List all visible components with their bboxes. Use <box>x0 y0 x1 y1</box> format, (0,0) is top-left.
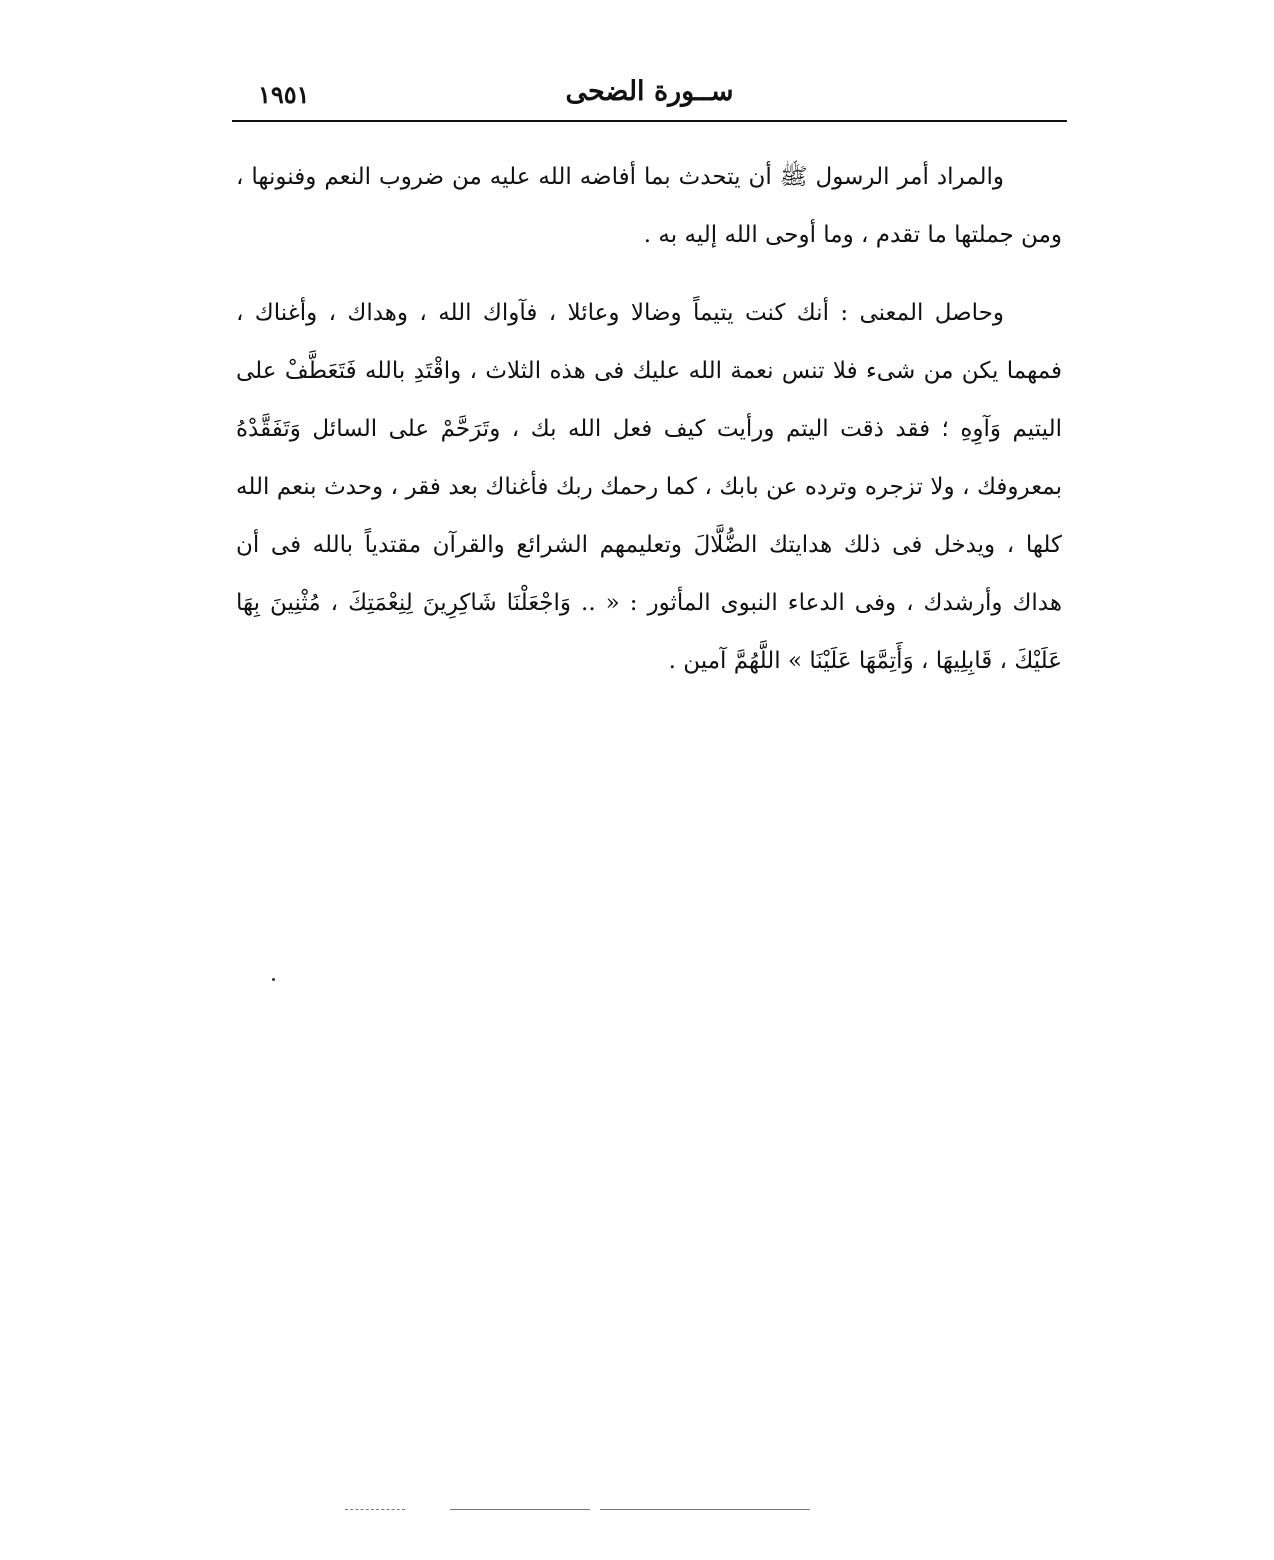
footer-rule-right <box>600 1509 810 1510</box>
body-text <box>236 148 1062 690</box>
page-number: ١٩٥١ <box>258 80 310 109</box>
footer-rule-left <box>345 1509 405 1510</box>
scan-speck <box>272 978 275 981</box>
paragraph-1: والمراد أمر الرسول ﷺ أن يتحدث بما أفاضه الله عليه من ضروب النعم وفنونها ، ومن جملتها ما تقدم ، وما أوحى الله إليه به . <box>236 164 1062 248</box>
footer-rule-middle <box>450 1509 590 1510</box>
running-header <box>232 70 1067 120</box>
header-rule <box>232 120 1067 122</box>
paragraph-2: وحاصل المعنى : أنك كنت يتيماً وضالا وعائلا ، فآواك الله ، وهداك ، وأغناك ، فمهما يكن من شىء فلا تنس نعمة الله عليك فى هذه الثلاث ، واقْتَدِ بالله فَتَعَطَّفْ على اليتيم وَآوِهِ ؛ فقد ذقت اليتم ورأيت كيف فعل الله بك ، وتَرَحَّمْ على السائل وَتَفَقَّدْهُ بمعروفك ، ولا تزجره وترده عن بابك ، كما رحمك ربك فأغناك بعد فقر ، وحدث بنعم الله كلها ، ويدخل فى ذلك هدايتك الضُّلَّالَ وتعليمهم الشرائع والقرآن مقتدياً بالله فى أن هداك وأرشدك ، وفى الدعاء النبوى المأثور : « .. وَاجْعَلْنَا شَاكِرِينَ لِنِعْمَتِكَ ، مُثْنِينَ بِهَا عَلَيْكَ ، قَابِلِيهَا ، وَأَتِمَّهَا عَلَيْنَا » اللَّهُمَّ آمين . <box>236 300 1062 674</box>
surah-title: ســورة الضحى <box>565 76 734 107</box>
